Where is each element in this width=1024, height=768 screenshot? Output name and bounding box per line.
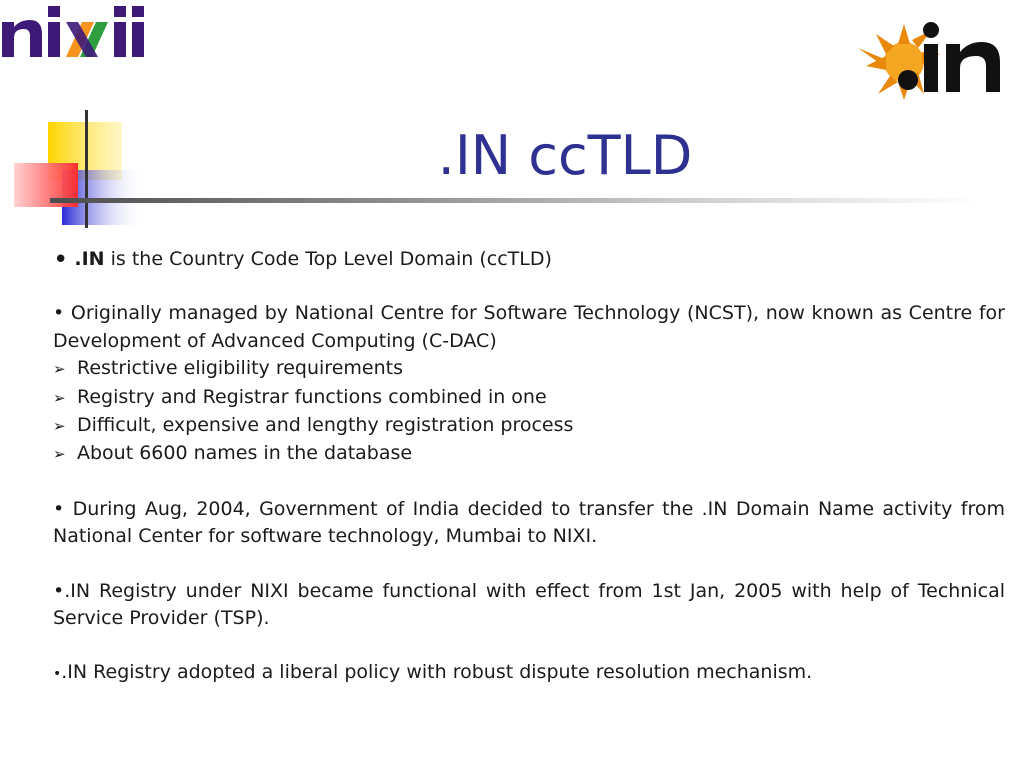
sub-item — [53, 355, 1005, 383]
bullet-5 — [53, 659, 1005, 688]
bullet-dot: • — [53, 245, 69, 275]
arrowhead-icon: ➢ — [53, 417, 66, 436]
dot-in-logo — [852, 10, 1020, 102]
bullet-5-text: .IN Registry adopted a liberal policy with robust dispute resolution mechanism. — [61, 661, 813, 684]
arrowhead-icon: ➢ — [53, 445, 66, 464]
bullet-dot: • — [53, 497, 65, 520]
bullet-1-bold: .IN — [74, 248, 105, 270]
nixi-logo — [0, 2, 152, 60]
slide-title: .IN ccTLD — [437, 124, 693, 187]
bullet-dot: • — [53, 666, 62, 683]
sub-item-text: Restrictive eligibility requirements — [77, 357, 403, 380]
sub-item — [53, 440, 1005, 468]
arrowhead-icon: ➢ — [53, 360, 66, 379]
bullet-3-text: During Aug, 2004, Government of India decided to transfer the .IN Domain Name activity from National Center for software technology, Mumbai to NIXI. — [53, 497, 1005, 548]
sub-item-text: Difficult, expensive and lengthy registration process — [77, 414, 574, 437]
bullet-2 — [53, 300, 1005, 355]
title-divider — [50, 198, 980, 203]
sub-item — [53, 384, 1005, 412]
bullet-4 — [53, 578, 1005, 633]
sub-item-text: About 6600 names in the database — [77, 442, 413, 465]
sub-item-text: Registry and Registrar functions combined in one — [77, 385, 547, 408]
bullet-3 — [53, 496, 1005, 551]
slide-body — [53, 246, 1005, 689]
decorative-squares — [0, 105, 150, 230]
bullet-1-text: is the Country Code Top Level Domain (ccTLD) — [104, 248, 552, 270]
bullet-dot: • — [53, 302, 65, 325]
bullet-4-text: .IN Registry under NIXI became functional with effect from 1st Jan, 2005 with help of Technical Service Provider (TSP). — [53, 579, 1005, 630]
bullet-dot: • — [53, 579, 65, 602]
bullet-1 — [53, 246, 1005, 273]
arrowhead-icon: ➢ — [53, 388, 66, 407]
bullet-2-text: Originally managed by National Centre for Software Technology (NCST), now known as Centre for Development of Advanced Computing (C-DAC) — [53, 302, 1005, 352]
sub-item — [53, 412, 1005, 440]
